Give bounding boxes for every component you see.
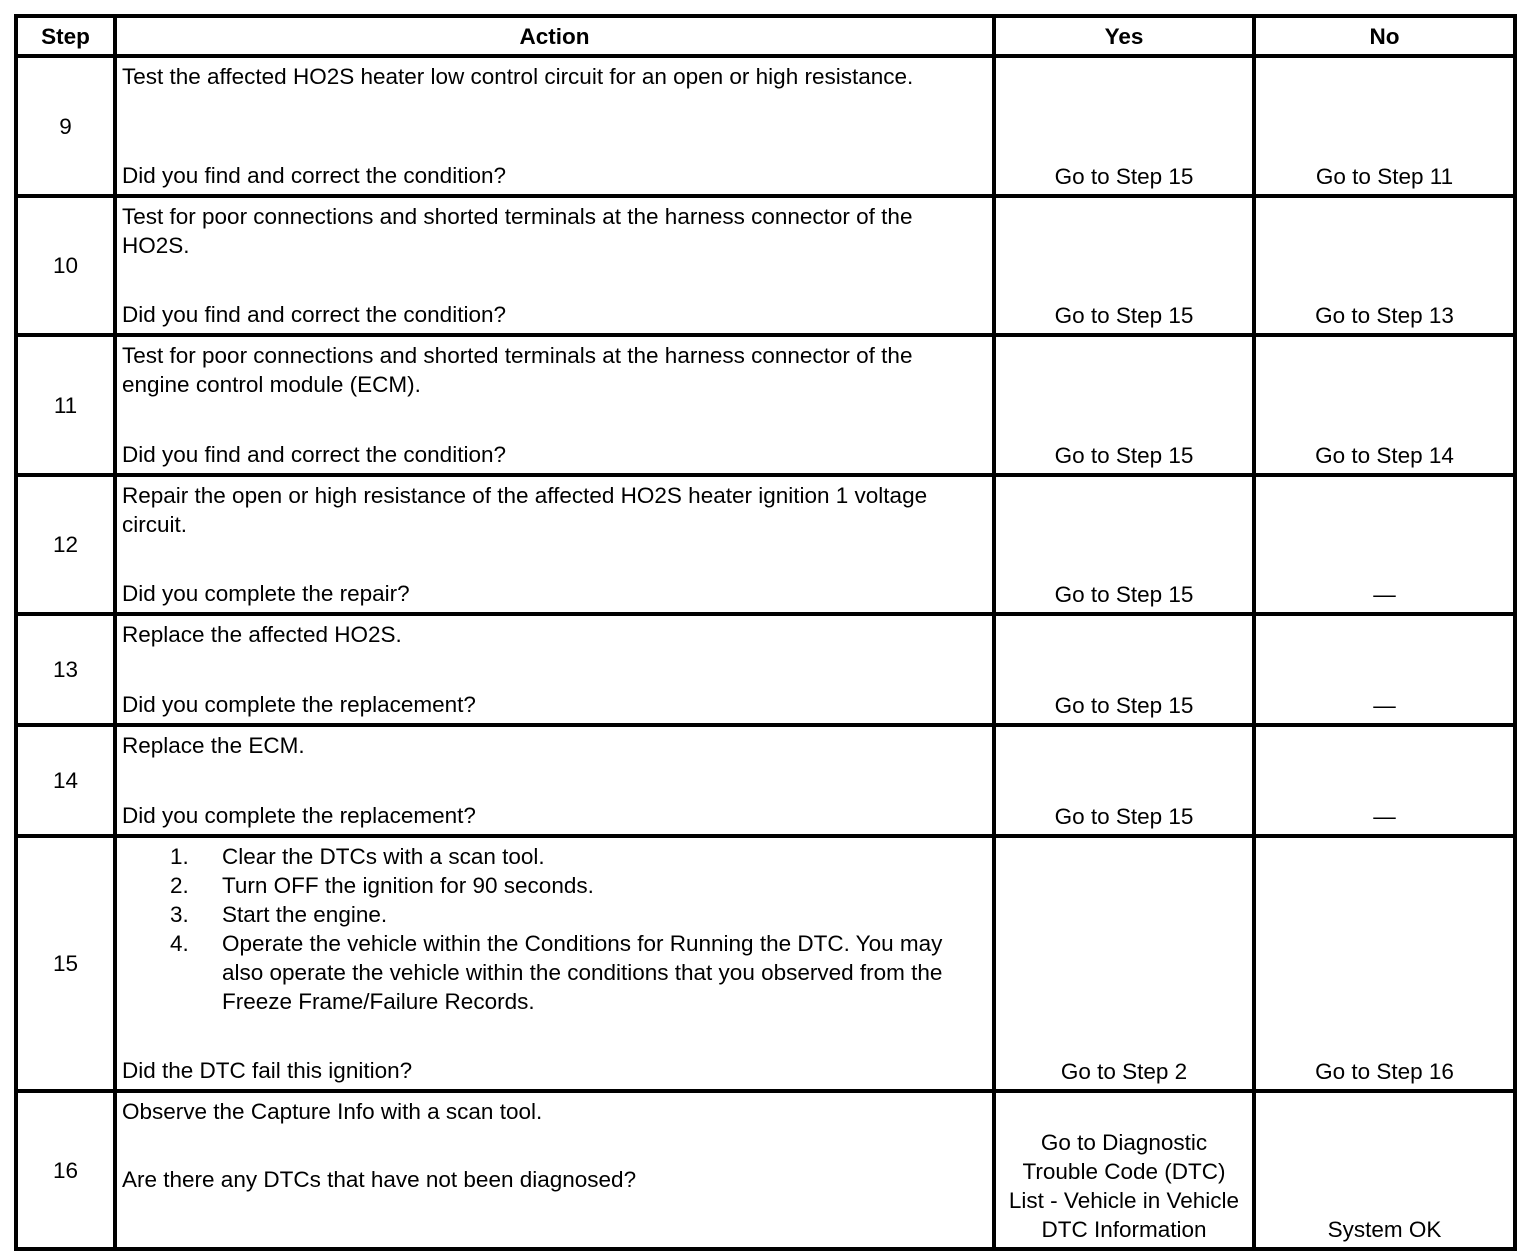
step-number: 11 — [16, 335, 115, 475]
action-cell — [115, 1091, 994, 1249]
header-action: Action — [115, 16, 994, 56]
no-cell: — — [1254, 614, 1515, 725]
no-cell: — — [1254, 725, 1515, 836]
action-question: Did you find and correct the condition? — [122, 302, 506, 327]
action-text: Replace the ECM. — [122, 733, 305, 758]
table-row — [16, 614, 1515, 725]
step-number: 13 — [16, 614, 115, 725]
no-cell: Go to Step 13 — [1254, 196, 1515, 335]
action-cell — [115, 614, 994, 725]
action-cell — [115, 725, 994, 836]
no-cell: — — [1254, 475, 1515, 614]
action-text: Replace the affected HO2S. — [122, 622, 402, 647]
step-number: 16 — [16, 1091, 115, 1249]
yes-link-text: Go to Diagnostic Trouble Code (DTC) List - Vehicle in Vehicle DTC Information — [1008, 1130, 1240, 1242]
table-row — [16, 725, 1515, 836]
action-steps — [122, 842, 986, 1056]
action-text: Test for poor connections and shorted terminals at the harness connector of the HO2S. — [122, 204, 913, 258]
action-question: Did you complete the repair? — [122, 581, 410, 606]
header-step: Step — [16, 16, 115, 56]
list-item: 3. Start the engine. — [170, 902, 388, 927]
action-question: Did the DTC fail this ignition? — [122, 1058, 413, 1083]
step-number: 12 — [16, 475, 115, 614]
table-row — [16, 335, 1515, 475]
action-cell — [115, 196, 994, 335]
header-yes: Yes — [994, 16, 1254, 56]
action-cell — [115, 335, 994, 475]
yes-cell: Go to Step 15 — [994, 475, 1254, 614]
action-text: Observe the Capture Info with a scan tool. — [122, 1099, 543, 1124]
action-question: Did you find and correct the condition? — [122, 442, 506, 467]
action-text: Test the affected HO2S heater low control circuit for an open or high resistance. — [122, 64, 914, 89]
yes-cell — [994, 1091, 1254, 1249]
step-number: 14 — [16, 725, 115, 836]
list-item: 2. Turn OFF the ignition for 90 seconds. — [170, 873, 594, 898]
diagnostic-table — [14, 14, 1517, 1251]
table-row — [16, 836, 1515, 1091]
list-item: 4. Operate the vehicle within the Conditions for Running the DTC. You may also operate the vehicle within the conditions that you observed from the Freeze Frame/Failure Records. — [170, 931, 943, 1014]
action-text: Test for poor connections and shorted terminals at the harness connector of the engine control module (ECM). — [122, 343, 913, 397]
action-question: Are there any DTCs that have not been diagnosed? — [122, 1167, 637, 1192]
yes-cell: Go to Step 15 — [994, 725, 1254, 836]
no-cell: System OK — [1254, 1091, 1515, 1249]
action-text: Repair the open or high resistance of the affected HO2S heater ignition 1 voltage circuit. — [122, 483, 928, 537]
action-cell — [115, 836, 994, 1091]
table-row — [16, 196, 1515, 335]
step-number: 15 — [16, 836, 115, 1091]
table-row — [16, 475, 1515, 614]
list-item: 1. Clear the DTCs with a scan tool. — [170, 844, 545, 869]
action-cell — [115, 56, 994, 196]
no-cell: Go to Step 11 — [1254, 56, 1515, 196]
action-question: Did you complete the replacement? — [122, 803, 476, 828]
step-number: 9 — [16, 56, 115, 196]
table-row — [16, 1091, 1515, 1249]
yes-cell: Go to Step 2 — [994, 836, 1254, 1091]
yes-cell: Go to Step 15 — [994, 335, 1254, 475]
yes-cell: Go to Step 15 — [994, 196, 1254, 335]
yes-cell: Go to Step 15 — [994, 614, 1254, 725]
no-cell: Go to Step 14 — [1254, 335, 1515, 475]
step-number: 10 — [16, 196, 115, 335]
numbered-list — [122, 842, 986, 1016]
action-question: Did you find and correct the condition? — [122, 163, 506, 188]
header-row — [16, 16, 1515, 56]
yes-cell: Go to Step 15 — [994, 56, 1254, 196]
action-cell — [115, 475, 994, 614]
no-cell: Go to Step 16 — [1254, 836, 1515, 1091]
table-row — [16, 56, 1515, 196]
action-question: Did you complete the replacement? — [122, 692, 476, 717]
header-no: No — [1254, 16, 1515, 56]
